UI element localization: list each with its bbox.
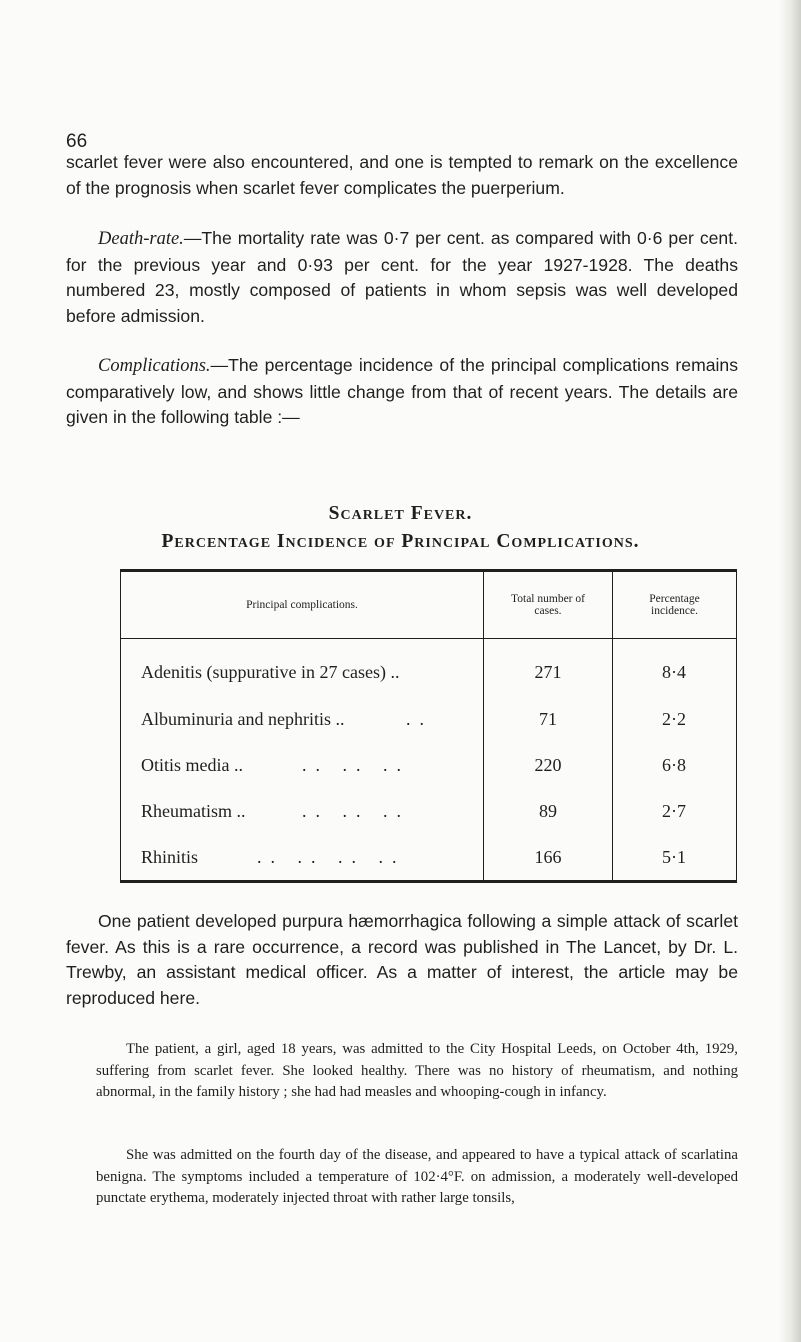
complications-label: Complications. — [98, 356, 211, 376]
complications-table — [120, 569, 737, 883]
complication-name: Albuminuria and nephritis .. — [141, 709, 345, 729]
page-edge-shadow — [779, 0, 801, 1342]
table-row — [121, 801, 736, 827]
complication-name: Otitis media .. — [141, 755, 243, 775]
table-header-complications: Principal complications. — [246, 599, 358, 611]
percentage-incidence: 8·4 — [662, 662, 686, 682]
table-row — [121, 709, 736, 735]
paragraph-patient-history: The patient, a girl, aged 18 years, was admitted to the City Hospital Leeds, on October 4th, 1929, suffering from scarlet fever. She looked healthy. There was no history of rheumatism, and nothing abnormal, in the family history ; she had had measles and whooping-cough in infancy. — [96, 1041, 738, 1101]
death-rate-label: Death-rate. — [98, 229, 184, 249]
total-cases: 89 — [539, 801, 557, 821]
paragraph-admission: She was admitted on the fourth day of the disease, and appeared to have a typical attack of scarlatina benigna. The symptoms included a temperature of 102·4°F. on admission, a moderately well-developed punctate erythema, moderately injected throat with rather large tonsils, — [96, 1147, 738, 1207]
percentage-incidence: 2·2 — [662, 709, 686, 729]
complication-name: Adenitis (suppurative in 27 cases) .. — [141, 662, 400, 682]
total-cases: 71 — [539, 709, 557, 729]
total-cases: 166 — [534, 847, 562, 867]
death-rate-text: —The mortality rate was 0·7 per cent. as compared with 0·6 per cent. for the previous year and 0·93 per cent. for the year 1927-1928. The deaths numbered 23, mostly composed of patients in whom sepsis was well developed before admission. — [66, 228, 738, 326]
heading-percentage-incidence: Percentage Incidence of Principal Complications. — [161, 531, 640, 552]
table-header-divider — [121, 638, 736, 639]
table-header-total-cases: Total number of cases. — [511, 593, 585, 617]
paragraph-intro: scarlet fever were also encountered, and one is tempted to remark on the excellence of the prognosis when scarlet fever complicates the puerperium. — [66, 152, 738, 198]
percentage-incidence: 2·7 — [662, 801, 686, 821]
leader-dots: .. .. .. — [302, 801, 410, 821]
table-header-percentage: Percentage incidence. — [649, 593, 700, 617]
table-row — [121, 755, 736, 781]
percentage-incidence: 5·1 — [662, 847, 686, 867]
heading-scarlet-fever: Scarlet Fever. — [328, 503, 473, 524]
paragraph-death-rate — [66, 226, 738, 329]
leader-dots: .. .. .. .. — [257, 847, 406, 867]
leader-dots: .. — [406, 709, 433, 729]
complication-name: Rheumatism .. — [141, 801, 246, 821]
page-number: 66 — [66, 131, 88, 152]
paragraph-purpura: One patient developed purpura hæmorrhagica following a simple attack of scarlet fever. As this is a rare occurrence, a record was published in The Lancet, by Dr. L. Trewby, an assistant medical officer. As a matter of interest, the article may be reproduced here. — [66, 911, 738, 1008]
table-row — [121, 662, 736, 688]
complication-name: Rhinitis — [141, 847, 199, 867]
paragraph-complications — [66, 353, 738, 431]
table-row — [121, 847, 736, 873]
total-cases: 271 — [534, 662, 562, 682]
percentage-incidence: 6·8 — [662, 755, 686, 775]
total-cases: 220 — [534, 755, 562, 775]
complications-text: —The percentage incidence of the principal complications remains comparatively low, and shows little change from that of recent years. The details are given in the following table :— — [66, 355, 738, 427]
leader-dots: .. .. .. — [302, 755, 410, 775]
